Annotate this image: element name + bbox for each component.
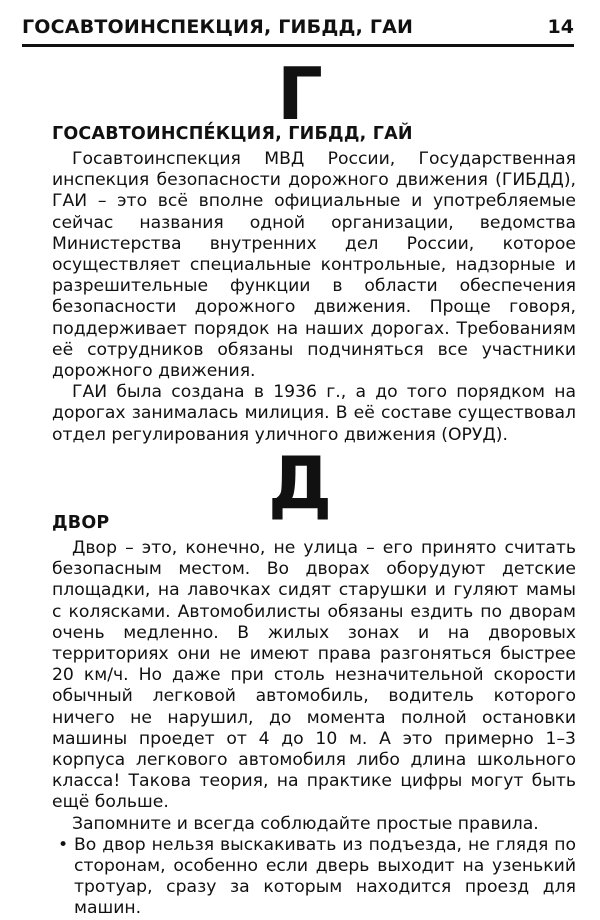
paragraph: Двор – это, конечно, не улица – его принято считать безопасным местом. Во дворах оборудуют детские площадки, на лавочках сидят старушки и гуляют мамы с колясками. Автомобилисты обязаны ездить по дворам очень медленно. В жилых зонах и на дворовых территориях они не имеют права разгоняться быстрее 20 км/ч. Но даже при столь незначительной скорости обычный легковой автомобиль, водитель которого ничего не нарушил, до момента полной остановки машины проедет от 4 до 10 м. А это примерно 1–3 корпуса легкового автомобиля либо длина школьного класса! Такова теория, на практике цифры могут быть ещё больше. xyxy=(52,538,576,813)
entry-title-dvor: ДВОР xyxy=(52,513,110,533)
paragraph: Запомните и всегда соблюдайте простые правила. xyxy=(72,813,539,834)
running-title: ГОСАВТОИНСПЕКЦИЯ, ГИБДД, ГАИ xyxy=(22,16,414,38)
section-letter-d: Д xyxy=(267,441,333,525)
page-number: 14 xyxy=(547,16,574,38)
entry-body-dvor xyxy=(52,538,576,920)
bullet-item xyxy=(52,835,576,920)
entry-title-gai: ГОСАВТОИНСПЕ́КЦИЯ, ГИБДД, ГАЙ xyxy=(52,124,413,144)
section-letter-g: Г xyxy=(277,52,323,136)
entry-body-gai xyxy=(52,149,576,446)
paragraph: ГАИ была создана в 1936 г., а до того порядком на дорогах занималась милиция. В её составе существовал отдел регулирования уличного движения (ОРУД). xyxy=(52,382,576,445)
bullet-icon: • xyxy=(58,834,69,855)
running-header xyxy=(22,14,574,47)
paragraph: Госавтоинспекция МВД России, Государственная инспекция безопасности дорожного движения (ГИБДД), ГАИ – это всё вполне официальные и употребляемые сейчас названия одной организации, ведомства Министерства внутренних дел России, которое осуществляет специальные контрольные, надзорные и разрешительные функции в области обеспечения безопасности дорожного движения. Проще говоря, поддерживает порядок на наших дорогах. Требованиям её сотрудников обязаны подчиняться все участники дорожного движения. xyxy=(52,149,576,382)
bullet-text: Во двор нельзя выскакивать из подъезда, не глядя по сторонам, особенно если дверь выходит на узенький тротуар, сразу за которым находится проезд для машин. xyxy=(74,834,576,919)
